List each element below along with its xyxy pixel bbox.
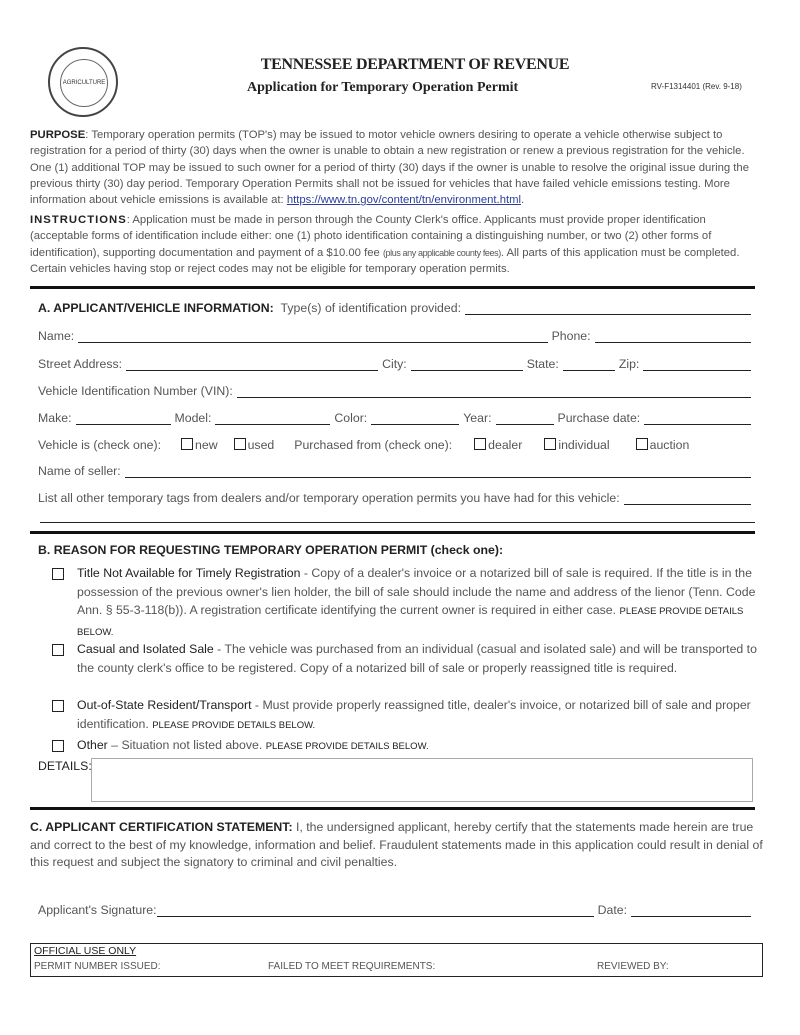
dealer-option[interactable]	[474, 438, 522, 452]
name-label: Name:	[38, 329, 75, 343]
zip-field[interactable]	[643, 356, 751, 371]
section-a-heading: A. APPLICANT/VEHICLE INFORMATION:	[38, 301, 274, 315]
checkbox-out-of-state[interactable]	[52, 700, 64, 712]
county-fees-note: (plus any applicable county fees)	[382, 247, 501, 258]
divider	[30, 807, 755, 810]
model-field[interactable]	[215, 410, 330, 425]
instructions-paragraph	[30, 212, 765, 277]
auction-label: auction	[649, 438, 690, 452]
checkbox-individual[interactable]	[544, 438, 556, 450]
year-label: Year:	[463, 411, 492, 425]
permit-number-label: PERMIT NUMBER ISSUED:	[34, 961, 161, 972]
signature-field[interactable]	[157, 902, 594, 917]
checkbox-auction[interactable]	[636, 438, 648, 450]
used-option[interactable]	[234, 438, 275, 452]
color-label: Color:	[334, 411, 368, 425]
purpose-paragraph	[30, 127, 765, 208]
id-label: Type(s) of identification provided:	[280, 301, 461, 315]
id-field[interactable]	[465, 300, 751, 315]
department-title: TENNESSEE DEPARTMENT OF REVENUE	[260, 56, 570, 73]
checkbox-dealer[interactable]	[474, 438, 486, 450]
make-label: Make:	[38, 411, 72, 425]
reason-text: – Situation not listed above.	[107, 738, 266, 752]
reason-text: - Must provide properly reassigned title, dealer's invoice, or notarized bill of sale and proper identification.	[77, 698, 751, 731]
emissions-link[interactable]: https://www.tn.gov/content/tn/environment.html	[286, 194, 522, 207]
model-label: Model:	[174, 411, 212, 425]
divider	[30, 531, 755, 534]
reason-title: Casual and Isolated Sale	[77, 642, 214, 656]
purchase-date-label: Purchase date:	[557, 411, 641, 425]
vin-field[interactable]	[237, 383, 751, 398]
other-tags-label: List all other temporary tags from dealers and/or temporary operation permits you have had for this vehicle:	[38, 491, 620, 505]
form-title: Application for Temporary Operation Permit	[247, 80, 519, 95]
zip-label: Zip:	[618, 357, 640, 371]
details-field[interactable]	[91, 758, 753, 802]
signature-label: Applicant's Signature:	[38, 903, 157, 917]
reason-note: PLEASE PROVIDE DETAILS BELOW.	[152, 719, 316, 731]
reason-title: Out-of-State Resident/Transport	[77, 698, 252, 712]
state-label: State:	[526, 357, 559, 371]
certification-paragraph	[30, 819, 765, 872]
reason-title: Title Not Available for Timely Registration	[77, 566, 301, 580]
failed-requirements-label: FAILED TO MEET REQUIREMENTS:	[268, 961, 436, 972]
divider	[30, 286, 755, 289]
other-tags-field[interactable]	[624, 490, 751, 505]
reason-title: Other	[77, 738, 108, 752]
instructions-label: INSTRUCTIONS	[30, 214, 127, 226]
purpose-text: : Temporary operation permits (TOP's) may be issued to motor vehicle owners desiring to operate a vehicle otherwise subject to registration for a period of thirty (30) days when the owner is unable to obtain a new registration or renew a previous registration for the vehicle. One (1) additional TOP may be issued to such owner for a period of thirty (30) days if the owner is unable to resolve the original issue during the previous thirty (30) day period. Temporary Operation Permits shall not be issued for vehicles that have failed vehicle emissions testing. More information about vehicle emissions is available at:	[30, 129, 750, 207]
other-tags-field-2[interactable]	[40, 522, 755, 523]
reason-note: PLEASE PROVIDE DETAILS BELOW.	[265, 741, 429, 752]
vehicle-is-label: Vehicle is (check one):	[38, 438, 162, 452]
state-seal-logo: AGRICULTURE	[48, 47, 118, 117]
vin-label: Vehicle Identification Number (VIN):	[38, 384, 233, 398]
color-field[interactable]	[371, 410, 459, 425]
form-number: RV-F1314401 (Rev. 9-18)	[651, 82, 742, 91]
new-label: new	[195, 438, 218, 452]
phone-label: Phone:	[551, 329, 591, 343]
new-option[interactable]	[181, 438, 218, 452]
reason-note: PLEASE PROVIDE DETAILS BELOW.	[77, 606, 744, 638]
used-label: used	[247, 438, 275, 452]
street-label: Street Address:	[38, 357, 123, 371]
instructions-text-end: . All parts of this application must be completed. Certain vehicles having stop or reject codes may not be eligible for temporary operation permits.	[30, 246, 740, 275]
reviewed-by-label: REVIEWED BY:	[597, 961, 669, 972]
year-field[interactable]	[496, 410, 554, 425]
section-b-heading: B. REASON FOR REQUESTING TEMPORARY OPERATION PERMIT (check one):	[38, 543, 504, 557]
purchase-date-field[interactable]	[644, 410, 751, 425]
name-field[interactable]	[78, 328, 547, 343]
date-label: Date:	[597, 903, 627, 917]
details-label: DETAILS:	[38, 759, 92, 773]
section-c-heading: C. APPLICANT CERTIFICATION STATEMENT:	[30, 820, 293, 834]
dealer-label: dealer	[488, 438, 523, 452]
purpose-end: .	[521, 194, 525, 207]
checkbox-title-not-available[interactable]	[52, 568, 64, 580]
state-field[interactable]	[563, 356, 615, 371]
checkbox-used[interactable]	[234, 438, 246, 450]
reason-out-of-state	[52, 696, 764, 735]
reason-text: - The vehicle was purchased from an individual (casual and isolated sale) and will be transported to the county clerk's office to be registered. Copy of a notarized bill of sale or properly reassigned title is required.	[77, 642, 757, 675]
purchased-from-label: Purchased from (check one):	[294, 438, 453, 452]
individual-option[interactable]	[544, 438, 609, 452]
city-field[interactable]	[411, 356, 523, 371]
make-field[interactable]	[76, 410, 171, 425]
official-use-title: OFFICIAL USE ONLY	[34, 945, 137, 957]
checkbox-new[interactable]	[181, 438, 193, 450]
street-field[interactable]	[126, 356, 378, 371]
reason-casual-sale	[52, 640, 764, 677]
individual-label: individual	[558, 438, 610, 452]
official-use-box	[30, 943, 763, 977]
reason-other	[52, 736, 764, 757]
checkbox-casual-sale[interactable]	[52, 644, 64, 656]
checkbox-other[interactable]	[52, 740, 64, 752]
phone-field[interactable]	[595, 328, 751, 343]
auction-option[interactable]	[636, 438, 690, 452]
purpose-label: PURPOSE	[30, 129, 86, 141]
seller-label: Name of seller:	[38, 464, 121, 478]
reason-title-not-available	[52, 564, 764, 642]
seller-field[interactable]	[125, 463, 751, 478]
instructions-text: : Application must be made in person through the County Clerk's office. Applicants must provide proper identification (acceptable forms of identification include either: one (1) photo identification containing a distinguishing number, or two (2) other forms of identification), supporting documentation and payment of a $10.00 fee	[30, 214, 712, 259]
city-label: City:	[382, 357, 407, 371]
reason-text: - Copy of a dealer's invoice or a notarized bill of sale is required. If the title is in the possession of the previous owner's lien holder, the bill of sale should include the name and address of the lienor (Tenn. Code Ann. § 55-3-118(b)). A registration certificate identifying the current owner is required in either case.	[77, 566, 756, 617]
date-field[interactable]	[631, 902, 751, 917]
certification-text: I, the undersigned applicant, hereby certify that the statements made herein are true and correct to the best of my knowledge, information and belief. Fraudulent statements made in this application could result in denial of this request and subject the signatory to criminal and civil penalties.	[30, 820, 763, 869]
